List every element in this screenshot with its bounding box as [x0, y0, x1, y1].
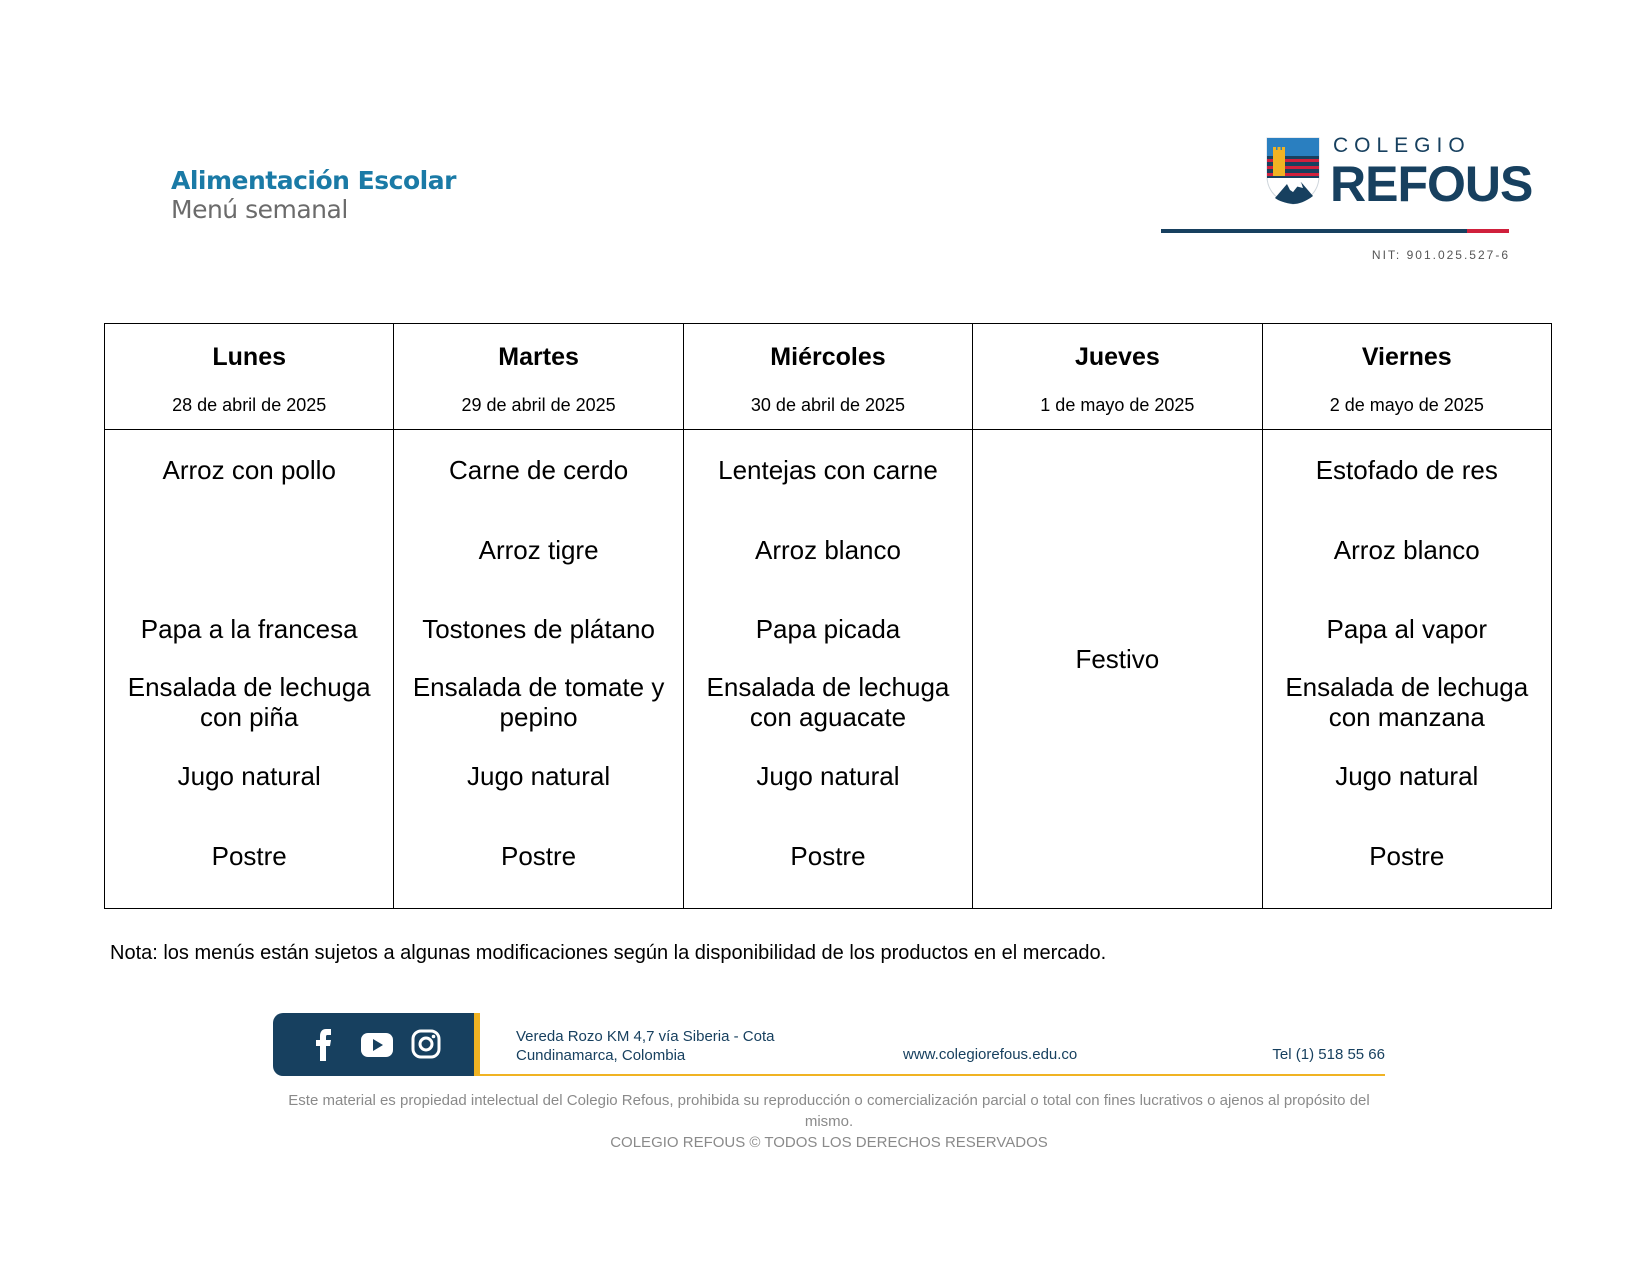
menu-item: Postre [1369, 841, 1445, 871]
menu-item: Postre [501, 841, 577, 871]
legal-line-1: Este material es propiedad intelectual del Colegio Refous, prohibida su reproducción o comercialización parcial o total con fines lucrativos o ajenos al propósito del mismo. [288, 1092, 1370, 1130]
youtube-icon[interactable] [361, 1033, 393, 1057]
nit-number: NIT: 901.025.527-6 [1371, 248, 1510, 262]
menu-item: Papa a la francesa [140, 614, 358, 644]
menu-item: Ensalada de lechuga con piña [127, 672, 371, 732]
logo-name: REFOUS [1330, 156, 1533, 212]
day-date: 29 de abril de 2025 [461, 395, 616, 415]
menu-item: Ensalada de tomate y pepino [412, 672, 665, 732]
weekly-menu-table [104, 323, 1552, 909]
day-name: Viernes [1361, 343, 1452, 371]
menu-item: Postre [790, 841, 866, 871]
menu-item: Ensalada de lechuga con manzana [1285, 672, 1529, 732]
day-header [973, 324, 1262, 430]
logo-divider [1161, 229, 1509, 233]
menu-item [241, 510, 257, 590]
instagram-icon[interactable] [411, 1029, 441, 1059]
day-name: Lunes [212, 343, 286, 371]
header-row [105, 324, 1552, 430]
menu-item: Ensalada de lechuga con aguacate [706, 672, 950, 732]
logo-small-text: COLEGIO [1333, 134, 1471, 157]
phone-number: Tel (1) 518 55 66 [1272, 1046, 1385, 1063]
menu-item: Jugo natural [467, 761, 611, 791]
menu-item: Carne de cerdo [448, 455, 629, 485]
day-header [394, 324, 683, 430]
menu-note: Nota: los menús están sujetos a algunas modificaciones según la disponibilidad de los productos en el mercado. [110, 942, 1107, 964]
title: Alimentación Escolar [171, 166, 456, 195]
menu-row [105, 430, 1552, 909]
menu-cell-viernes [1262, 430, 1551, 909]
day-header [683, 324, 972, 430]
address [516, 1027, 774, 1065]
menu-item: Arroz con pollo [162, 455, 336, 485]
social-bar [273, 1013, 480, 1076]
menu-item: Jugo natural [1335, 761, 1479, 791]
menu-item: Tostones de plátano [422, 614, 655, 644]
website-link[interactable]: www.colegiorefous.edu.co [903, 1046, 1078, 1063]
menu-item: Arroz blanco [1333, 535, 1480, 565]
menu-item: Papa picada [755, 614, 901, 644]
school-logo [1160, 134, 1533, 264]
day-name: Miércoles [770, 343, 886, 371]
day-name: Martes [498, 343, 579, 371]
menu-item: Postre [211, 841, 287, 871]
day-date: 1 de mayo de 2025 [1040, 395, 1195, 415]
menu-item: Arroz blanco [754, 535, 901, 565]
school-shield-icon [1265, 136, 1321, 206]
legal-line-2: COLEGIO REFOUS © TODOS LOS DERECHOS RESERVADOS [610, 1134, 1048, 1151]
menu-cell-martes [394, 430, 683, 909]
facebook-icon[interactable] [315, 1029, 333, 1061]
address-line-2: Cundinamarca, Colombia [516, 1047, 686, 1064]
day-date: 28 de abril de 2025 [172, 395, 327, 415]
subtitle: Menú semanal [171, 195, 348, 224]
menu-item: Lentejas con carne [718, 455, 938, 485]
day-header [1262, 324, 1551, 430]
menu-item: Jugo natural [177, 761, 321, 791]
holiday-label: Festivo [1075, 643, 1160, 674]
menu-cell-miercoles [683, 430, 972, 909]
menu-item: Jugo natural [756, 761, 900, 791]
day-name: Jueves [1074, 343, 1160, 371]
address-line-1: Vereda Rozo KM 4,7 vía Siberia - Cota [516, 1028, 775, 1045]
menu-cell-jueves [973, 430, 1262, 909]
day-date: 30 de abril de 2025 [750, 395, 906, 415]
day-header [105, 324, 394, 430]
day-date: 2 de mayo de 2025 [1329, 395, 1484, 415]
document-title [171, 166, 456, 224]
menu-item: Estofado de res [1315, 455, 1498, 485]
menu-item: Arroz tigre [478, 535, 599, 565]
footer-divider [480, 1074, 1385, 1076]
menu-cell-lunes [105, 430, 394, 909]
menu-item: Papa al vapor [1326, 614, 1487, 644]
legal-notice [273, 1090, 1385, 1153]
